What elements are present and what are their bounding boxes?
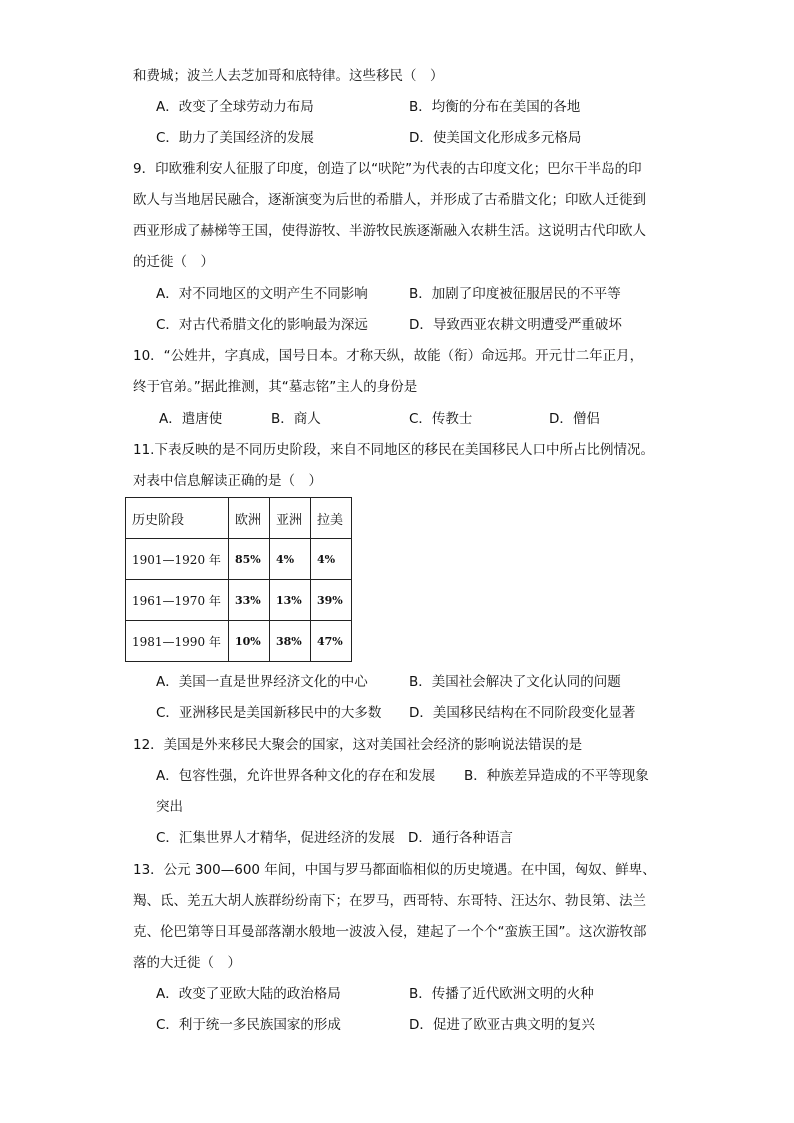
- q10-stem-line: 终于官弟。”据此推测，其“墓志铭”主人的身份是: [133, 379, 418, 395]
- table-cell: 10%: [229, 621, 270, 662]
- q11-option-b[interactable]: B．美国社会解决了文化认同的问题: [409, 674, 621, 690]
- table-header-cell: 亚洲: [270, 498, 311, 539]
- q11-option-c[interactable]: C．亚洲移民是美国新移民中的大多数: [156, 705, 382, 721]
- q8-option-d[interactable]: D．使美国文化形成多元格局: [409, 130, 582, 146]
- q11-stem-line: 对表中信息解读正确的是（ ）: [133, 473, 322, 489]
- table-cell: 4%: [311, 539, 352, 580]
- q11-option-d[interactable]: D．美国移民结构在不同阶段变化显著: [409, 705, 636, 721]
- q13-stem-line: 克、伦巴第等日耳曼部落潮水般地一波波入侵，建起了一个个“蛮族王国”。这次游牧部: [133, 924, 647, 940]
- q10-option-a[interactable]: A．遣唐使: [159, 411, 223, 427]
- q8-option-b[interactable]: B．均衡的分布在美国的各地: [409, 99, 581, 115]
- q9-option-d[interactable]: D．导致西亚农耕文明遭受严重破坏: [409, 317, 622, 333]
- q13-option-a[interactable]: A．改变了亚欧大陆的政治格局: [156, 986, 341, 1002]
- table-header-row: [126, 498, 352, 539]
- q10-stem-line: 10．“公姓井，字真成，国号日本。才称天纵，故能（衔）命远邦。开元廿二年正月，: [133, 348, 644, 364]
- q9-option-a[interactable]: A．对不同地区的文明产生不同影响: [156, 286, 368, 302]
- table-cell: 1901—1920 年: [126, 539, 229, 580]
- table-row: [126, 621, 352, 662]
- table-row: [126, 539, 352, 580]
- table-cell: 38%: [270, 621, 311, 662]
- q10-option-c[interactable]: C．传教士: [409, 411, 473, 427]
- q12-option-b-continued[interactable]: 突出: [156, 799, 183, 815]
- table-cell: 85%: [229, 539, 270, 580]
- q12-option-d[interactable]: D．通行各种语言: [408, 830, 513, 846]
- q9-option-c[interactable]: C．对古代希腊文化的影响最为深远: [156, 317, 368, 333]
- q8-option-a[interactable]: A．改变了全球劳动力布局: [156, 99, 314, 115]
- q11-option-a[interactable]: A．美国一直是世界经济文化的中心: [156, 674, 368, 690]
- q9-stem-line: 欧人与当地居民融合，逐渐演变为后世的希腊人，并形成了古希腊文化；印欧人迁徙到: [133, 192, 646, 208]
- q10-option-b[interactable]: B．商人: [271, 411, 321, 427]
- q11-stem-line: 11.下表反映的是不同历史阶段，来自不同地区的移民在美国移民人口中所占比例情况。: [133, 442, 654, 458]
- table-cell: 4%: [270, 539, 311, 580]
- q13-stem-line: 落的大迁徙（ ）: [133, 955, 241, 971]
- table-row: [126, 580, 352, 621]
- table-cell: 1961—1970 年: [126, 580, 229, 621]
- table-header-cell: 历史阶段: [126, 498, 229, 539]
- table-cell: 47%: [311, 621, 352, 662]
- q8-option-c[interactable]: C．助力了美国经济的发展: [156, 130, 314, 146]
- q13-stem-line: 13．公元 300—600 年间，中国与罗马都面临相似的历史境遇。在中国，匈奴、鲜卑、: [133, 862, 656, 878]
- q9-stem-line: 的迁徙（ ）: [133, 254, 214, 270]
- q9-stem-line: 西亚形成了赫梯等王国，使得游牧、半游牧民族逐渐融入农耕生活。这说明古代印欧人: [133, 223, 646, 239]
- q9-option-b[interactable]: B．加剧了印度被征服居民的不平等: [409, 286, 621, 302]
- table-cell: 39%: [311, 580, 352, 621]
- q9-stem-line: 9．印欧雅利安人征服了印度，创造了以“吠陀”为代表的古印度文化；巴尔干半岛的印: [133, 161, 642, 177]
- q8-stem-tail: 和费城；波兰人去芝加哥和底特律。这些移民（ ）: [133, 68, 444, 84]
- q12-stem: 12．美国是外来移民大聚会的国家，这对美国社会经济的影响说法错误的是: [133, 737, 583, 753]
- q10-option-d[interactable]: D．僧侣: [549, 411, 600, 427]
- q13-option-c[interactable]: C．利于统一多民族国家的形成: [156, 1017, 341, 1033]
- q12-option-b[interactable]: B．种族差异造成的不平等现象: [464, 768, 649, 784]
- table-header-cell: 欧洲: [229, 498, 270, 539]
- q13-option-b[interactable]: B．传播了近代欧洲文明的火种: [409, 986, 594, 1002]
- table-header-cell: 拉美: [311, 498, 352, 539]
- immigration-table: [125, 497, 352, 662]
- table-cell: 1981—1990 年: [126, 621, 229, 662]
- q13-option-d[interactable]: D．促进了欧亚古典文明的复兴: [409, 1017, 595, 1033]
- q12-option-a[interactable]: A．包容性强，允许世界各种文化的存在和发展: [156, 768, 436, 784]
- table-cell: 13%: [270, 580, 311, 621]
- table-cell: 33%: [229, 580, 270, 621]
- q13-stem-line: 羯、氐、羌五大胡人族群纷纷南下；在罗马，西哥特、东哥特、汪达尔、勃艮第、法兰: [133, 893, 646, 909]
- q12-option-c[interactable]: C．汇集世界人才精华，促进经济的发展: [156, 830, 395, 846]
